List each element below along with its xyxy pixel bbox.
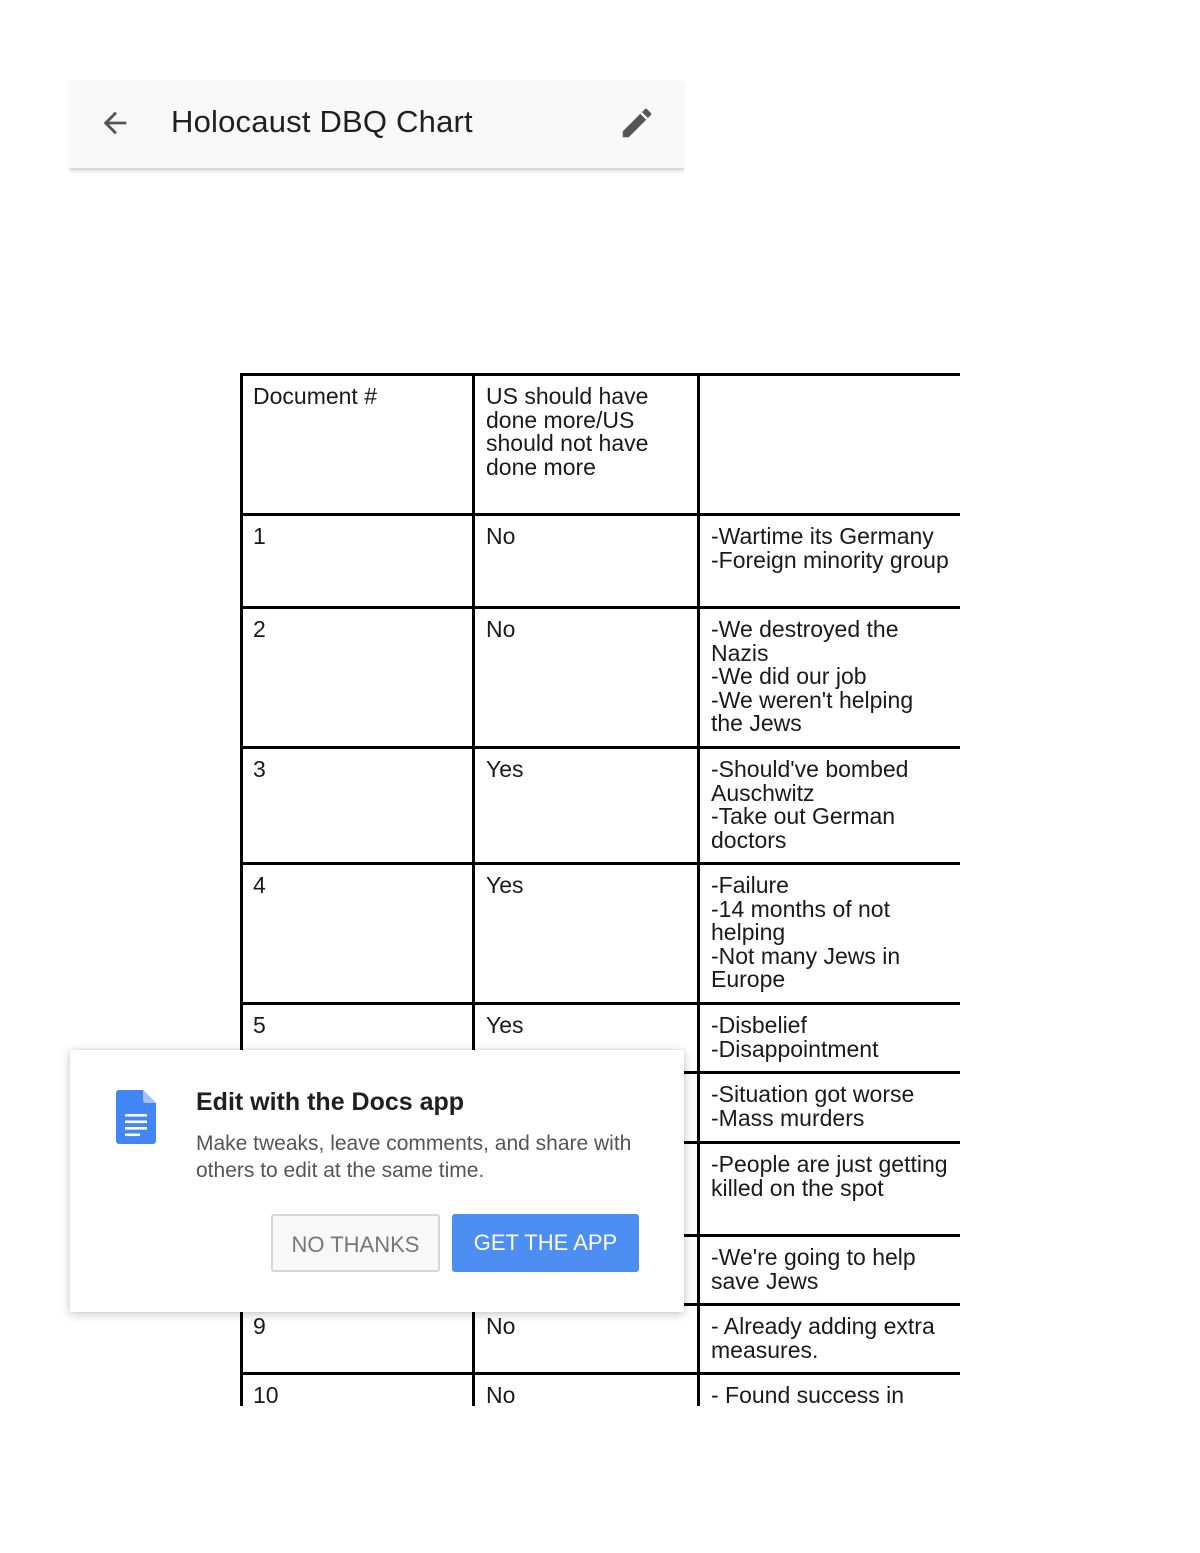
pencil-icon[interactable] [618, 104, 656, 142]
answer-cell: Yes [474, 1004, 699, 1073]
answer-cell: No [474, 515, 699, 608]
note-line: -Failure [711, 872, 789, 898]
note-line: -We did our job [711, 663, 867, 689]
notes-cell [699, 1374, 961, 1407]
notes-cell [699, 1305, 961, 1374]
note-line: - Found success in [711, 1382, 905, 1406]
notes-cell [699, 515, 961, 608]
note-line: -People are just getting killed on the spot [711, 1151, 948, 1201]
table-row [242, 515, 961, 608]
answer-cell: Yes [474, 864, 699, 1004]
note-line: -We're going to help save Jews [711, 1244, 916, 1294]
header-cell-document: Document # [242, 375, 474, 515]
note-line: -Disappointment [711, 1035, 879, 1062]
answer-cell: Yes [474, 748, 699, 864]
notes-cell [699, 1073, 961, 1143]
get-the-app-button[interactable]: GET THE APP [452, 1214, 639, 1272]
notes-cell [699, 608, 961, 748]
docs-app-promo-card [70, 1050, 684, 1312]
note-line: -Not many Jews in Europe [711, 942, 901, 992]
doc-number-cell: 2 [242, 608, 474, 748]
note-line: -Foreign minority group [711, 546, 949, 573]
notes-cell [699, 1143, 961, 1236]
note-line: -Disbelief [711, 1012, 807, 1038]
arrow-left-icon[interactable] [98, 106, 132, 140]
note-line: -14 months of not helping [711, 895, 890, 945]
answer-cell: No [474, 1374, 699, 1407]
table-row [242, 1374, 961, 1407]
note-line: -We destroyed the Nazis [711, 616, 899, 666]
google-docs-icon [116, 1090, 156, 1144]
doc-number-cell: 9 [242, 1305, 474, 1374]
note-line: - Already adding extra measures. [711, 1313, 935, 1363]
note-line: -Mass murders [711, 1104, 865, 1131]
table-header-row [242, 375, 961, 515]
notes-cell [699, 1236, 961, 1305]
promo-description: Make tweaks, leave comments, and share with others to edit at the same time. [196, 1132, 632, 1182]
doc-number-cell: 4 [242, 864, 474, 1004]
header-cell-notes [699, 375, 961, 515]
table-row [242, 608, 961, 748]
notes-cell [699, 748, 961, 864]
app-bar [70, 80, 684, 170]
promo-heading: Edit with the Docs app [196, 1088, 465, 1116]
no-thanks-button[interactable]: NO THANKS [271, 1214, 440, 1272]
table-row [242, 1305, 961, 1374]
doc-number-cell: 10 [242, 1374, 474, 1407]
notes-cell [699, 1004, 961, 1073]
note-line: -Wartime its Germany [711, 523, 934, 549]
doc-number-cell: 5 [242, 1004, 474, 1073]
answer-cell: No [474, 1305, 699, 1374]
header-cell-question: US should have done more/US should not have done more [474, 375, 699, 515]
note-line: -Should've bombed Auschwitz [711, 756, 909, 806]
doc-number-cell: 1 [242, 515, 474, 608]
answer-cell: No [474, 608, 699, 748]
note-line: -Take out German doctors [711, 803, 896, 853]
note-line: -Situation got worse [711, 1081, 915, 1107]
note-line: -We weren't helping the Jews [711, 686, 914, 736]
notes-cell [699, 864, 961, 1004]
table-row [242, 748, 961, 864]
doc-number-cell: 3 [242, 748, 474, 864]
table-row [242, 864, 961, 1004]
document-title: Holocaust DBQ Chart [171, 104, 473, 139]
